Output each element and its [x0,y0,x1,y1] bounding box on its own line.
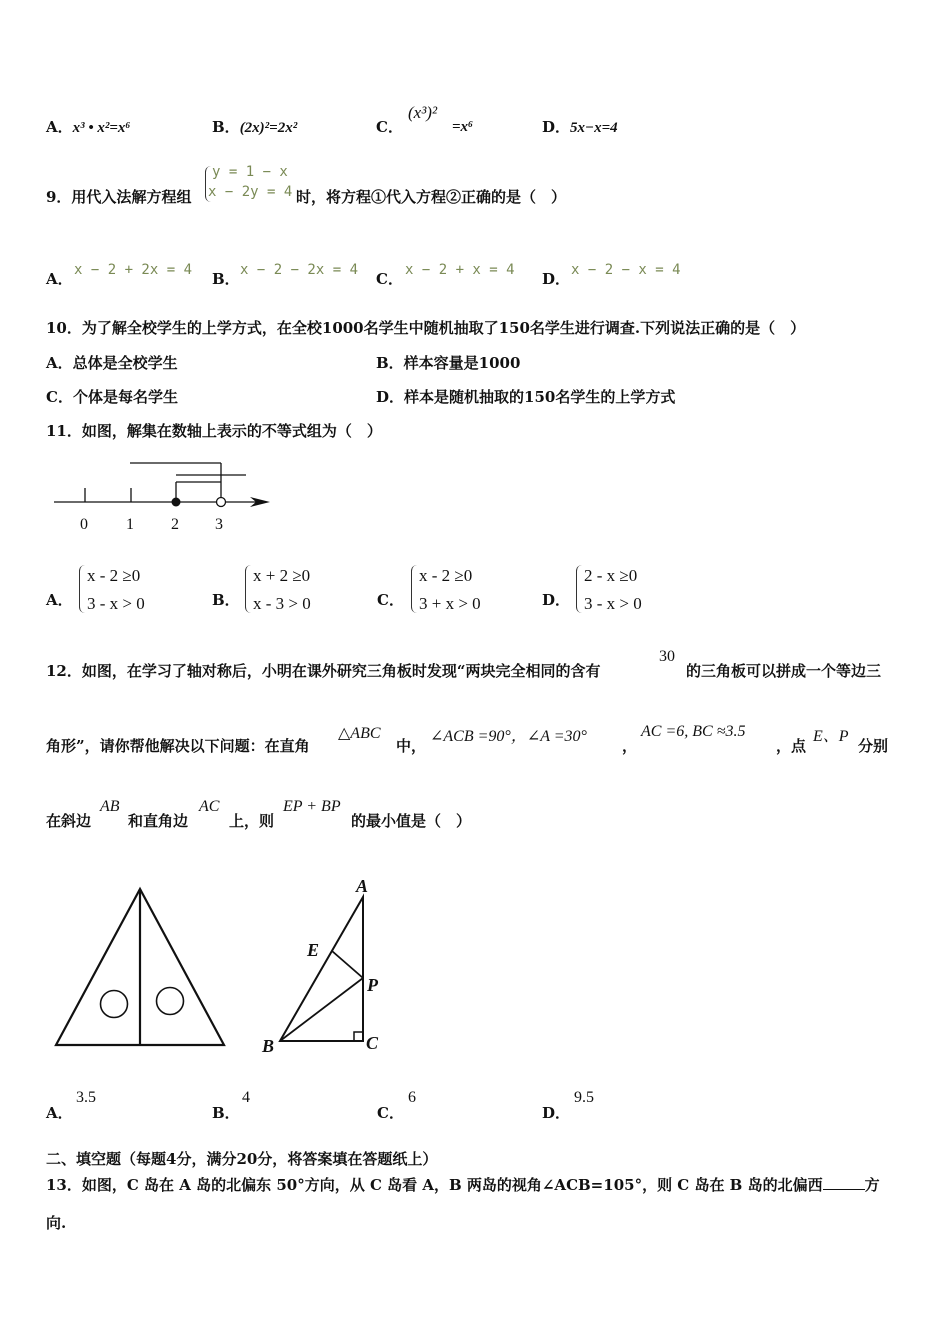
q10-option-c[interactable]: C．个体是每名学生 [46,388,178,406]
solid-dot-2 [172,498,181,507]
q12-line2-b: 中， [396,737,427,755]
q11-option-a[interactable]: A． [46,591,73,609]
q9-option-b-expr: x − 2 − 2x = 4 [240,262,359,278]
right-triangle-hole [157,988,184,1015]
q11-option-c-brace [411,565,417,613]
q12-option-b[interactable]: B． [212,1104,240,1122]
segment-ep [332,951,363,978]
q9-suffix: 时，将方程①代入方程②正确的是（ ） [296,188,567,206]
q12-line2-d: ，点 [776,737,807,755]
q10-option-b[interactable]: B．样本容量是1000 [376,354,521,372]
tick-label-3: 3 [215,516,223,533]
q9-option-c[interactable]: C． [376,270,403,288]
section-title-fill-in: 二、填空题（每题4分，满分20分，将答案填在答题纸上） [46,1150,438,1168]
tick-label-2: 2 [171,516,179,533]
q12-line1-b: 的三角板可以拼成一个等边三 [686,662,882,680]
q12-line2-ep: E、P [813,728,849,745]
q8-option-a[interactable]: A．x³ • x²=x⁶ [46,118,131,136]
q12-line3-c: 上，则 [229,812,275,830]
q9-option-a[interactable]: A． [46,270,73,288]
q11-option-d-brace [576,565,582,613]
q13-answer-blank[interactable] [823,1175,865,1190]
q12-line2-angles: ∠ACB =90°，∠A =30° [430,728,587,745]
q12-line2-c: ， [622,737,638,755]
q12-line1-num: 30 [659,648,675,665]
q8-option-a-expr: x³ • x²=x⁶ [72,120,131,136]
q12-line3-a: 在斜边 [46,812,92,830]
q9-eq1: y = 1 − x [212,164,288,180]
q11-option-a-brace [79,565,85,613]
q12-line3-expr: EP + BP [283,798,341,815]
q11-option-b-brace [245,565,251,613]
q9-option-b[interactable]: B． [212,270,240,288]
q8-option-d[interactable]: D．5x−x=4 [542,118,618,136]
q12-option-b-value: 4 [242,1089,250,1106]
hollow-dot-3 [217,498,226,507]
q9-option-d-expr: x − 2 − x = 4 [571,262,681,278]
triangle-abc [280,897,363,1041]
fig-label-a: A [356,876,369,896]
fig-label-p: P [367,975,378,995]
right-angle-mark [354,1032,363,1041]
q9-prefix: 9．用代入法解方程组 [46,188,192,206]
q8-option-c-base: (x³)² [408,103,438,122]
left-triangle-hole [101,991,128,1018]
q8-option-c-rest: =x⁶ [452,119,474,135]
q13-line2: 向. [46,1214,67,1232]
q11-option-d-system: 2 - x ≥0 3 - x > 0 [584,566,642,613]
q13-line1: 13．如图，C 岛在 A 岛的北偏东 50°方向，从 C 岛看 A，B 两岛的视角∠ACB=105°，则 C 岛在 B 岛的北偏西 方 [46,1176,880,1194]
q12-option-a[interactable]: A． [46,1104,73,1122]
q12-line3-b: 和直角边 [128,812,189,830]
q12-option-d[interactable]: D． [542,1104,571,1122]
q10-option-a[interactable]: A．总体是全校学生 [46,354,178,372]
q12-equilateral-figure [50,885,230,1050]
segment-bp [280,978,363,1041]
q11-option-c-system: x - 2 ≥0 3 + x > 0 [419,566,481,613]
q9-option-d[interactable]: D． [542,270,571,288]
q12-option-c-value: 6 [408,1089,416,1106]
q9-eq2: x − 2y = 4 [208,184,293,200]
q12-option-c[interactable]: C． [377,1104,404,1122]
q12-line1-a: 12．如图，在学习了轴对称后，小明在课外研究三角板时发现“两块完全相同的含有 [46,662,601,680]
q12-line2-lengths: AC =6, BC ≈3.5 [641,723,746,740]
q12-line2-a: 角形”，请你帮他解决以下问题：在直角 [46,737,310,755]
tick-label-1: 1 [126,516,134,533]
q12-option-a-value: 3.5 [76,1089,96,1106]
q9-option-c-expr: x − 2 + x = 4 [405,262,515,278]
q12-line3-ac: AC [199,798,220,815]
q8-option-c[interactable]: C． [376,118,403,136]
tick-label-0: 0 [80,516,88,533]
q11-option-b-system: x + 2 ≥0 x - 3 > 0 [253,566,311,613]
q12-line3-d: 的最小值是（ ） [351,812,472,830]
q10-stem: 10．为了解全校学生的上学方式，在全校1000名学生中随机抽取了150名学生进行调查.下列说法正确的是（ ） [46,319,806,337]
q8-option-b-expr: (2x)²=2x² [239,120,298,136]
q11-stem: 11．如图，解集在数轴上表示的不等式组为（ ） [46,422,382,440]
q9-option-a-expr: x − 2 + 2x = 4 [74,262,193,278]
q12-line2-e: 分别 [858,737,889,755]
q11-option-b[interactable]: B． [212,591,240,609]
q10-option-d[interactable]: D．样本是随机抽取的150名学生的上学方式 [376,388,676,406]
q12-line3-ab: AB [100,798,120,815]
fig-label-e: E [307,940,320,960]
q11-option-a-system: x - 2 ≥0 3 - x > 0 [87,566,145,613]
q12-line2-tri: △ABC [338,725,381,742]
fig-label-c: C [366,1033,379,1053]
q11-option-d[interactable]: D． [542,591,571,609]
q11-option-c[interactable]: C． [377,591,404,609]
q12-option-d-value: 9.5 [574,1089,594,1106]
q8-option-d-expr: 5x−x=4 [570,120,618,136]
fig-label-b: B [262,1036,275,1056]
q8-option-b[interactable]: B．(2x)²=2x² [212,118,298,136]
